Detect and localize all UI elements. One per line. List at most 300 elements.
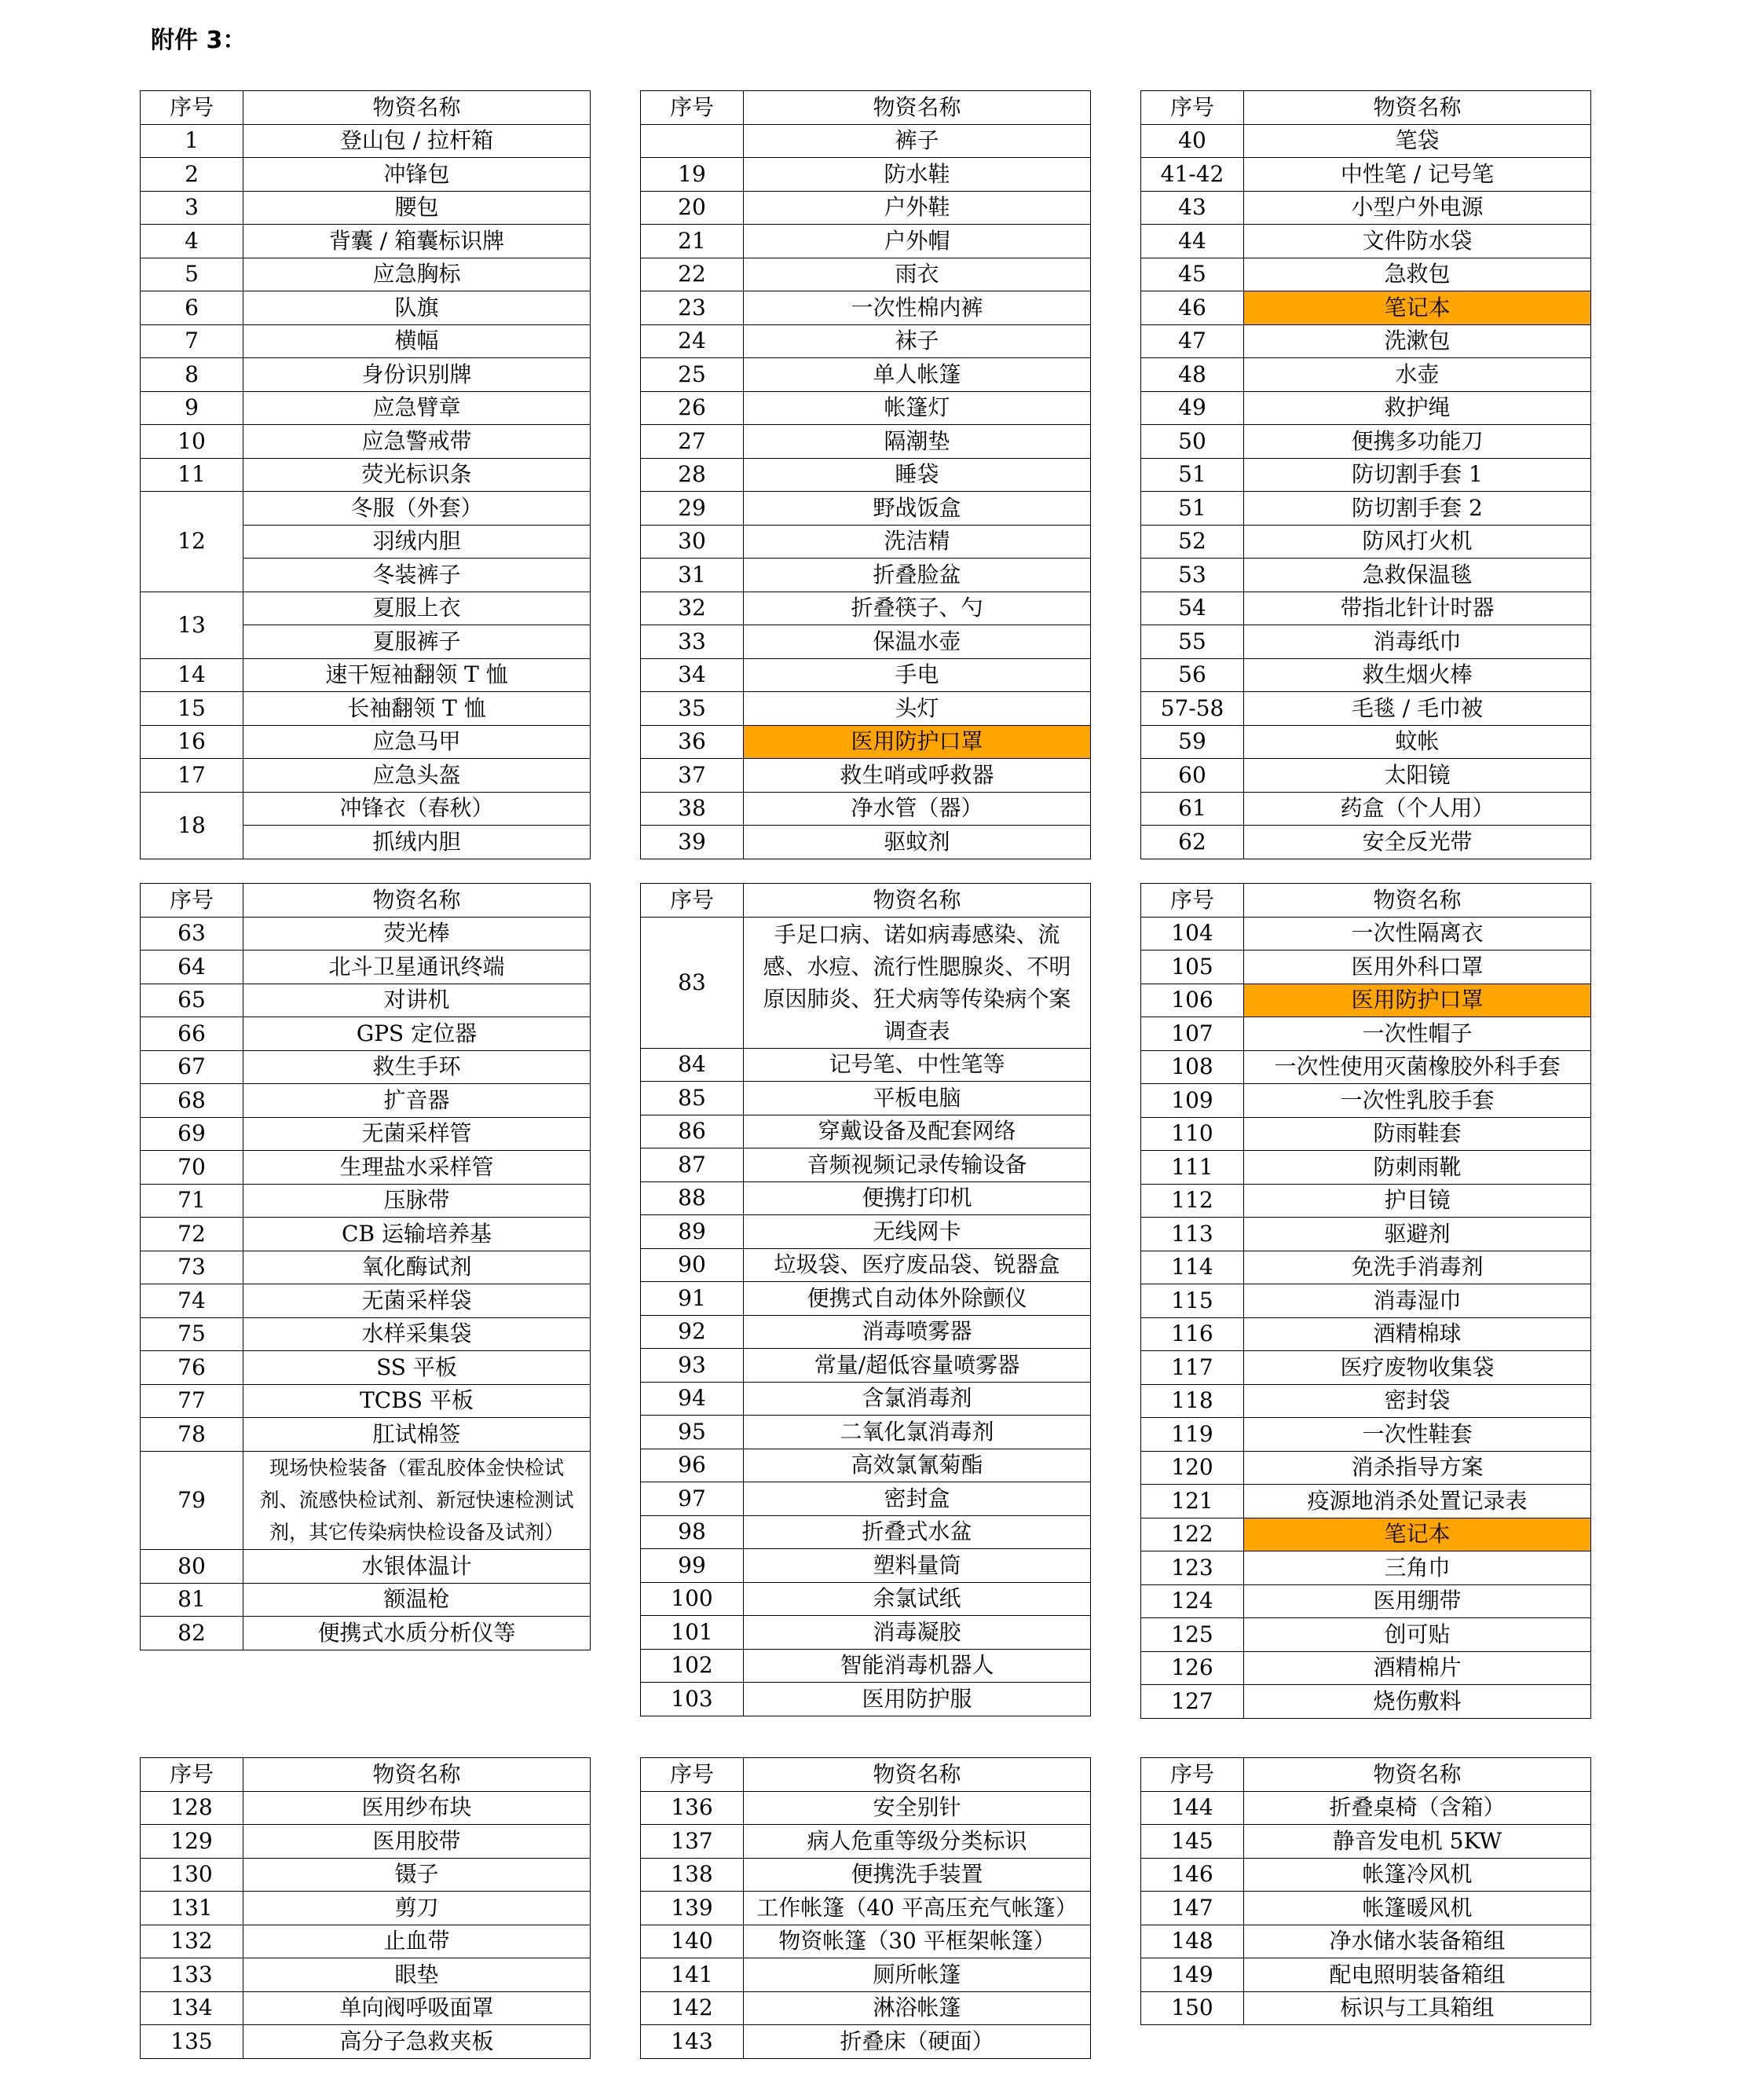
header-no: 序号: [141, 91, 243, 125]
table-row: [141, 1084, 591, 1118]
item-no: 7: [141, 324, 243, 358]
table-row: [641, 358, 1091, 392]
table-row: [641, 1248, 1091, 1282]
item-no: 76: [141, 1351, 243, 1385]
table-row: [141, 191, 591, 225]
table-row: [641, 1892, 1091, 1925]
item-name: 头灯: [744, 692, 1091, 726]
item-no: 94: [641, 1382, 744, 1416]
table-row: [1141, 1858, 1591, 1892]
item-no: 66: [141, 1017, 243, 1051]
item-no: 145: [1141, 1825, 1244, 1859]
item-name: 消毒喷雾器: [744, 1315, 1091, 1349]
item-name: 户外鞋: [744, 191, 1091, 225]
table-row: [641, 1825, 1091, 1859]
item-no: 97: [641, 1482, 744, 1516]
item-no: 91: [641, 1282, 744, 1316]
table-row: [1141, 158, 1591, 192]
item-name: 冬服（外套）: [243, 492, 591, 526]
item-name: 驱蚊剂: [744, 826, 1091, 859]
item-name: 荧光棒: [243, 917, 591, 951]
table-row: [141, 492, 591, 526]
item-no: 65: [141, 984, 243, 1017]
item-name: 带指北针计时器: [1244, 592, 1591, 625]
item-no: 114: [1141, 1251, 1244, 1284]
item-name: 夏服上衣: [243, 592, 591, 625]
item-name: 水银体温计: [243, 1550, 591, 1584]
item-no: 81: [141, 1583, 243, 1617]
header-name: 物资名称: [744, 884, 1091, 918]
table-row: [141, 692, 591, 726]
item-name: 应急马甲: [243, 725, 591, 759]
item-no: 24: [641, 324, 744, 358]
item-name: GPS 定位器: [243, 1017, 591, 1051]
item-no: [641, 124, 744, 158]
item-name: 医用胶带: [243, 1825, 591, 1859]
supply-table-2: [640, 90, 1091, 859]
item-name: 一次性鞋套: [1244, 1418, 1591, 1452]
table-row: [1141, 1451, 1591, 1485]
item-name: 含氯消毒剂: [744, 1382, 1091, 1416]
item-name: 袜子: [744, 324, 1091, 358]
item-no: 14: [141, 658, 243, 692]
table-row: [141, 951, 591, 984]
item-no: 11: [141, 458, 243, 492]
table-row: [141, 725, 591, 759]
item-name: 止血带: [243, 1925, 591, 1958]
item-no: 46: [1141, 291, 1244, 325]
item-no: 118: [1141, 1384, 1244, 1418]
table-row: [1141, 625, 1591, 659]
table-row: [641, 1148, 1091, 1182]
table-row: [1141, 658, 1591, 692]
item-name: 洗洁精: [744, 525, 1091, 559]
item-no: 29: [641, 492, 744, 526]
header-no: 序号: [1141, 884, 1244, 918]
table-header-row: [641, 884, 1091, 918]
item-name: 二氧化氯消毒剂: [744, 1416, 1091, 1449]
item-name: 现场快检装备（霍乱胶体金快检试剂、流感快检试剂、新冠快速检测试剂，其它传染病快检设备及试剂）: [243, 1451, 591, 1550]
item-no: 126: [1141, 1651, 1244, 1685]
table-row: [641, 1991, 1091, 2025]
item-no: 149: [1141, 1958, 1244, 1992]
table-header-row: [141, 91, 591, 125]
table-row: [1141, 692, 1591, 726]
item-name: 无菌采样管: [243, 1117, 591, 1151]
item-no: 12: [141, 492, 243, 592]
item-name: 消杀指导方案: [1244, 1451, 1591, 1485]
table-row: [1141, 826, 1591, 859]
item-name: 冲锋包: [243, 158, 591, 192]
item-no: 106: [1141, 984, 1244, 1017]
table-row: [1141, 1685, 1591, 1719]
item-name: 疫源地消杀处置记录表: [1244, 1485, 1591, 1518]
item-name: 医用外科口罩: [1244, 951, 1591, 984]
table-row: [641, 1181, 1091, 1215]
item-no: 38: [641, 792, 744, 826]
item-no: 129: [141, 1825, 243, 1859]
table-row: [1141, 1084, 1591, 1118]
item-name: 帐篷灯: [744, 391, 1091, 425]
table-row: [141, 158, 591, 192]
item-no: 105: [1141, 951, 1244, 984]
table-row: [641, 1791, 1091, 1825]
item-no: 18: [141, 792, 243, 859]
table-row: [1141, 1991, 1591, 2025]
table-row: [1141, 1218, 1591, 1251]
item-no: 27: [641, 425, 744, 459]
item-no: 41-42: [1141, 158, 1244, 192]
item-name: 应急臂章: [243, 391, 591, 425]
table-header-row: [141, 1758, 591, 1792]
table-row: [1141, 1825, 1591, 1859]
item-no: 59: [1141, 725, 1244, 759]
item-name: 北斗卫星通讯终端: [243, 951, 591, 984]
table-row: [1141, 1518, 1591, 1551]
table-row: [1141, 1418, 1591, 1452]
item-name: 一次性棉内裤: [744, 291, 1091, 325]
item-name: 野战饭盒: [744, 492, 1091, 526]
item-name: 蚊帐: [1244, 725, 1591, 759]
table-row: [641, 291, 1091, 325]
item-no: 95: [641, 1416, 744, 1449]
item-no: 119: [1141, 1418, 1244, 1452]
table-row: [141, 1858, 591, 1892]
item-name: 防风打火机: [1244, 525, 1591, 559]
table-row: [1141, 1384, 1591, 1418]
item-name: 创可贴: [1244, 1618, 1591, 1652]
table-row: [141, 1418, 591, 1452]
item-no: 138: [641, 1858, 744, 1892]
table-row: [1141, 358, 1591, 392]
table-row: [1141, 324, 1591, 358]
item-name: 标识与工具箱组: [1244, 1991, 1591, 2025]
item-name: 余氯试纸: [744, 1582, 1091, 1616]
item-no: 15: [141, 692, 243, 726]
item-name: 无菌采样袋: [243, 1284, 591, 1318]
item-no: 50: [1141, 425, 1244, 459]
item-name: 洗漱包: [1244, 324, 1591, 358]
item-no: 108: [1141, 1050, 1244, 1084]
item-name: 笔记本: [1244, 1518, 1591, 1551]
item-name: 消毒湿巾: [1244, 1284, 1591, 1318]
table-row: [641, 792, 1091, 826]
item-name: 便携式水质分析仪等: [243, 1617, 591, 1650]
table-row: [1141, 1618, 1591, 1652]
item-name: 折叠床（硬面）: [744, 2025, 1091, 2059]
table-row: [141, 124, 591, 158]
table-row: [1141, 1925, 1591, 1958]
item-name: 毛毯 / 毛巾被: [1244, 692, 1591, 726]
item-name: 便携洗手装置: [744, 1858, 1091, 1892]
table-row: [641, 725, 1091, 759]
table-row: [1141, 458, 1591, 492]
item-name: 厕所帐篷: [744, 1958, 1091, 1992]
header-name: 物资名称: [744, 1758, 1091, 1792]
item-name: 应急警戒带: [243, 425, 591, 459]
item-no: 111: [1141, 1151, 1244, 1185]
table-row: [141, 291, 591, 325]
table-row: [141, 1925, 591, 1958]
item-no: 82: [141, 1617, 243, 1650]
item-no: 61: [1141, 792, 1244, 826]
item-name: 护目镜: [1244, 1184, 1591, 1218]
item-no: 33: [641, 625, 744, 659]
item-name: 密封盒: [744, 1482, 1091, 1516]
item-no: 141: [641, 1958, 744, 1992]
item-name: 医疗废物收集袋: [1244, 1351, 1591, 1385]
item-no: 30: [641, 525, 744, 559]
item-no: 72: [141, 1218, 243, 1251]
item-no: 57-58: [1141, 692, 1244, 726]
table-row: [141, 458, 591, 492]
item-name: 救生手环: [243, 1050, 591, 1084]
table-row: [641, 1349, 1091, 1383]
item-name: 冬装裤子: [243, 559, 591, 592]
item-no: 35: [641, 692, 744, 726]
item-no: 62: [1141, 826, 1244, 859]
item-no: 77: [141, 1384, 243, 1418]
item-no: 96: [641, 1449, 744, 1482]
table-header-row: [1141, 91, 1591, 125]
header-no: 序号: [1141, 91, 1244, 125]
table-row: [1141, 391, 1591, 425]
item-name: 折叠桌椅（含箱）: [1244, 1791, 1591, 1825]
table-row: [641, 258, 1091, 291]
item-no: 103: [641, 1683, 744, 1716]
item-name: 高分子急救夹板: [243, 2025, 591, 2059]
table-row: [641, 1549, 1091, 1583]
item-no: 70: [141, 1151, 243, 1185]
item-name: 酒精棉球: [1244, 1317, 1591, 1351]
item-name: 医用纱布块: [243, 1791, 591, 1825]
table-row: [141, 1317, 591, 1351]
item-name: 酒精棉片: [1244, 1651, 1591, 1685]
table-row: [641, 124, 1091, 158]
item-name: 静音发电机 5KW: [1244, 1825, 1591, 1859]
item-no: 64: [141, 951, 243, 984]
header-name: 物资名称: [744, 91, 1091, 125]
item-name: 高效氯氰菊酯: [744, 1449, 1091, 1482]
item-no: 20: [641, 191, 744, 225]
item-no: 84: [641, 1048, 744, 1082]
item-no: 52: [1141, 525, 1244, 559]
table-row: [641, 592, 1091, 625]
item-name: 手电: [744, 658, 1091, 692]
header-name: 物资名称: [1244, 91, 1591, 125]
table-row: [641, 559, 1091, 592]
item-name: 肛试棉签: [243, 1418, 591, 1452]
item-no: 142: [641, 1991, 744, 2025]
item-no: 51: [1141, 458, 1244, 492]
item-name: 一次性使用灭菌橡胶外科手套: [1244, 1050, 1591, 1084]
table-row: [641, 1382, 1091, 1416]
item-no: 49: [1141, 391, 1244, 425]
item-no: 110: [1141, 1117, 1244, 1151]
table-row: [1141, 525, 1591, 559]
item-name: 医用防护服: [744, 1683, 1091, 1716]
item-no: 13: [141, 592, 243, 658]
supply-table-7: [140, 1757, 591, 2059]
item-name: 隔潮垫: [744, 425, 1091, 459]
item-name: 折叠式水盆: [744, 1515, 1091, 1549]
item-no: 68: [141, 1084, 243, 1118]
table-header-row: [1141, 1758, 1591, 1792]
item-name: 烧伤敷料: [1244, 1685, 1591, 1719]
table-row: [141, 1791, 591, 1825]
table-row: [641, 1482, 1091, 1516]
item-no: 80: [141, 1550, 243, 1584]
table-row: [641, 1282, 1091, 1316]
item-name: 工作帐篷（40 平高压充气帐篷）: [744, 1892, 1091, 1925]
table-row: [141, 1991, 591, 2025]
item-name: 医用防护口罩: [1244, 984, 1591, 1017]
item-name: CB 运输培养基: [243, 1218, 591, 1251]
table-row: [1141, 1485, 1591, 1518]
item-no: 19: [641, 158, 744, 192]
table-row: [641, 1215, 1091, 1249]
item-name: 羽绒内胆: [243, 525, 591, 559]
item-name: 净水管（器）: [744, 792, 1091, 826]
item-name: 速干短袖翻领 T 恤: [243, 658, 591, 692]
table-row: [641, 1958, 1091, 1992]
item-no: 137: [641, 1825, 744, 1859]
table-row: [641, 1582, 1091, 1616]
item-name: 记号笔、中性笔等: [744, 1048, 1091, 1082]
table-row: [141, 1892, 591, 1925]
table-row: [141, 759, 591, 793]
item-no: 32: [641, 592, 744, 625]
table-row: [1141, 492, 1591, 526]
supply-table-1: [140, 90, 591, 859]
item-name: 扩音器: [243, 1084, 591, 1118]
item-no: 85: [641, 1082, 744, 1115]
item-name: 笔袋: [1244, 124, 1591, 158]
table-row: [641, 158, 1091, 192]
item-name: 垃圾袋、医疗废品袋、锐器盒: [744, 1248, 1091, 1282]
item-no: 101: [641, 1616, 744, 1650]
table-row: [141, 592, 591, 625]
table-row: [141, 324, 591, 358]
item-name: 登山包 / 拉杆箱: [243, 124, 591, 158]
table-row: [141, 358, 591, 392]
item-no: 104: [1141, 917, 1244, 951]
item-name: 药盒（个人用）: [1244, 792, 1591, 826]
item-name: 保温水壶: [744, 625, 1091, 659]
table-row: [1141, 984, 1591, 1017]
table-row: [141, 984, 591, 1017]
header-no: 序号: [141, 1758, 243, 1792]
table-row: [141, 1617, 591, 1650]
header-no: 序号: [641, 1758, 744, 1792]
table-row: [641, 1925, 1091, 1958]
item-name: 安全别针: [744, 1791, 1091, 1825]
table-row: [1141, 792, 1591, 826]
header-no: 序号: [1141, 1758, 1244, 1792]
item-no: 148: [1141, 1925, 1244, 1958]
item-no: 121: [1141, 1485, 1244, 1518]
table-row: [641, 2025, 1091, 2059]
table-row: [1141, 1892, 1591, 1925]
item-no: 71: [141, 1184, 243, 1218]
item-no: 116: [1141, 1317, 1244, 1351]
supply-table-4: [140, 883, 591, 1650]
item-name: 笔记本: [1244, 291, 1591, 325]
item-no: 28: [641, 458, 744, 492]
item-no: 78: [141, 1418, 243, 1452]
table-row: [1141, 725, 1591, 759]
table-row: [141, 1451, 591, 1550]
item-name: 眼垫: [243, 1958, 591, 1992]
item-no: 34: [641, 658, 744, 692]
item-no: 93: [641, 1349, 744, 1383]
item-name: 一次性帽子: [1244, 1017, 1591, 1051]
item-no: 131: [141, 1892, 243, 1925]
item-name: 免洗手消毒剂: [1244, 1251, 1591, 1284]
table-row: [641, 917, 1091, 1048]
item-no: 6: [141, 291, 243, 325]
supply-table-3: [1140, 90, 1591, 859]
item-name: 救生烟火棒: [1244, 658, 1591, 692]
item-no: 122: [1141, 1518, 1244, 1551]
table-row: [1141, 1251, 1591, 1284]
table-row: [641, 1616, 1091, 1650]
table-row: [1141, 291, 1591, 325]
table-row: [1141, 258, 1591, 291]
item-no: 109: [1141, 1084, 1244, 1118]
item-no: 17: [141, 759, 243, 793]
table-row: [641, 425, 1091, 459]
item-name: 单人帐篷: [744, 358, 1091, 392]
table-row: [141, 792, 591, 826]
item-name: 病人危重等级分类标识: [744, 1825, 1091, 1859]
item-no: 90: [641, 1248, 744, 1282]
table-row: [1141, 1791, 1591, 1825]
item-name: 身份识别牌: [243, 358, 591, 392]
table-row: [141, 2025, 591, 2059]
item-name: 应急胸标: [243, 258, 591, 291]
table-row: [141, 391, 591, 425]
item-name: 裤子: [744, 124, 1091, 158]
item-no: 55: [1141, 625, 1244, 659]
item-no: 75: [141, 1317, 243, 1351]
item-no: 4: [141, 225, 243, 258]
item-name: 医用防护口罩: [744, 725, 1091, 759]
table-row: [1141, 124, 1591, 158]
item-name: 剪刀: [243, 1892, 591, 1925]
item-no: 26: [641, 391, 744, 425]
header-name: 物资名称: [243, 91, 591, 125]
item-no: 69: [141, 1117, 243, 1151]
item-no: 10: [141, 425, 243, 459]
table-row: [1141, 425, 1591, 459]
item-name: 消毒纸巾: [1244, 625, 1591, 659]
item-name: 平板电脑: [744, 1082, 1091, 1115]
header-no: 序号: [641, 884, 744, 918]
item-no: 99: [641, 1549, 744, 1583]
item-name: 折叠脸盆: [744, 559, 1091, 592]
header-name: 物资名称: [1244, 884, 1591, 918]
item-name: 额温枪: [243, 1583, 591, 1617]
table-header-row: [641, 1758, 1091, 1792]
item-no: 48: [1141, 358, 1244, 392]
table-row: [1141, 1117, 1591, 1151]
table-row: [641, 191, 1091, 225]
header-no: 序号: [641, 91, 744, 125]
item-name: 长袖翻领 T 恤: [243, 692, 591, 726]
item-no: 112: [1141, 1184, 1244, 1218]
item-no: 117: [1141, 1351, 1244, 1385]
